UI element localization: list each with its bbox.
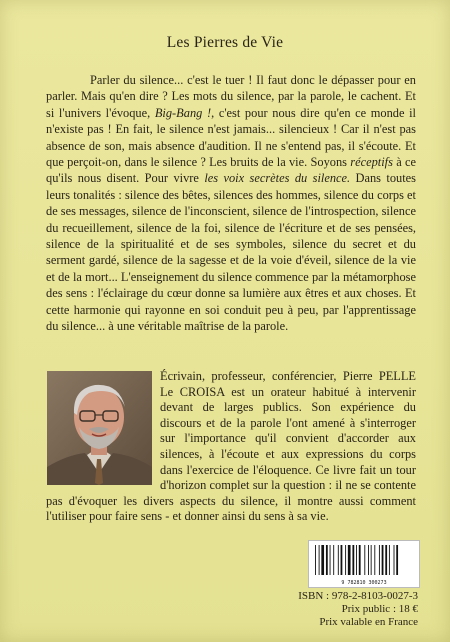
barcode-digits: 9 782810 300273 bbox=[341, 580, 387, 586]
price-block bbox=[298, 590, 418, 630]
barcode bbox=[308, 540, 420, 588]
intro-part-4: Dans toutes leurs tonalités : silence des bêtes, silences des hommes, silence du corps et de ses messages, silence de l'inconscient, silence de l'introspection, silence du recueillement, silence de la foi, silence de l'écriture et de ses pensées, silence de la spiritualité et de ses symboles, silence du secret et du serment gardé, silence de la sagesse et de la voie d'éveil, silence de la vie et de la mort... L'enseignement du silence commence par la métamorphose des sens : l'éclairage du cœur donne sa lumière aux êtres et aux choses. Et cette harmonie qui rayonne en soi conduit peu à peu, par l'apprentissage du silence... à une véritable maîtrise de la parole. bbox=[46, 171, 416, 334]
author-portrait-image bbox=[47, 371, 152, 485]
description-text bbox=[46, 72, 416, 335]
intro-emphasis-2: réceptifs bbox=[350, 155, 393, 170]
intro-emphasis-3: les voix secrètes du silence. bbox=[204, 171, 351, 186]
intro-part-3: à ce qu'ils nous disent. Pour vivre bbox=[46, 155, 416, 186]
price-validity: Prix valable en France bbox=[319, 616, 418, 629]
intro-part-2: , c'est pour nous dire qu'en ce monde il n'existe pas ! En fait, le silence n'est jamais... silencieux ! Car il n'est pas absence de son, mais absence d'audition. Il ne s'entend pas, il s'écoute. Et que perçoit-on, dans le silence ? Les bruits de la vie. Soyons bbox=[46, 105, 416, 170]
intro-emphasis-1: Big-Bang ! bbox=[154, 105, 212, 120]
barcode-bars bbox=[309, 541, 419, 579]
page-title: Les Pierres de Vie bbox=[166, 34, 284, 51]
isbn-number: ISBN : 978-2-8103-0027-3 bbox=[298, 590, 418, 602]
author-bio-text: Écrivain, professeur, conférencier, Pierre PELLE Le CROISA est un orateur habitué à intervenir devant de larges publics. Son expérience du discours et de la parole l'ont amené à s'interroger sur l'importance qu'il convient d'accorder aux silences, à l'écoute et aux expressions du corps dans l'exercice de l'éloquence. Ce livre fait un tour d'horizon complet sur la question : il ne se contente pas d'évoquer les divers aspects du silence, il montre aussi comment l'utiliser pour faire sens - et donner ainsi du sens à sa vie. bbox=[46, 369, 416, 524]
public-price: Prix public : 18 € bbox=[341, 603, 418, 616]
intro-part-1: Parler du silence... c'est le tuer ! Il faut donc le dépasser pour en parler. Mais qu'en dire ? Les mots du silence, par la parole, le cachent. Et si l'univers l'évoque, bbox=[46, 73, 416, 120]
author-photo bbox=[47, 371, 152, 485]
